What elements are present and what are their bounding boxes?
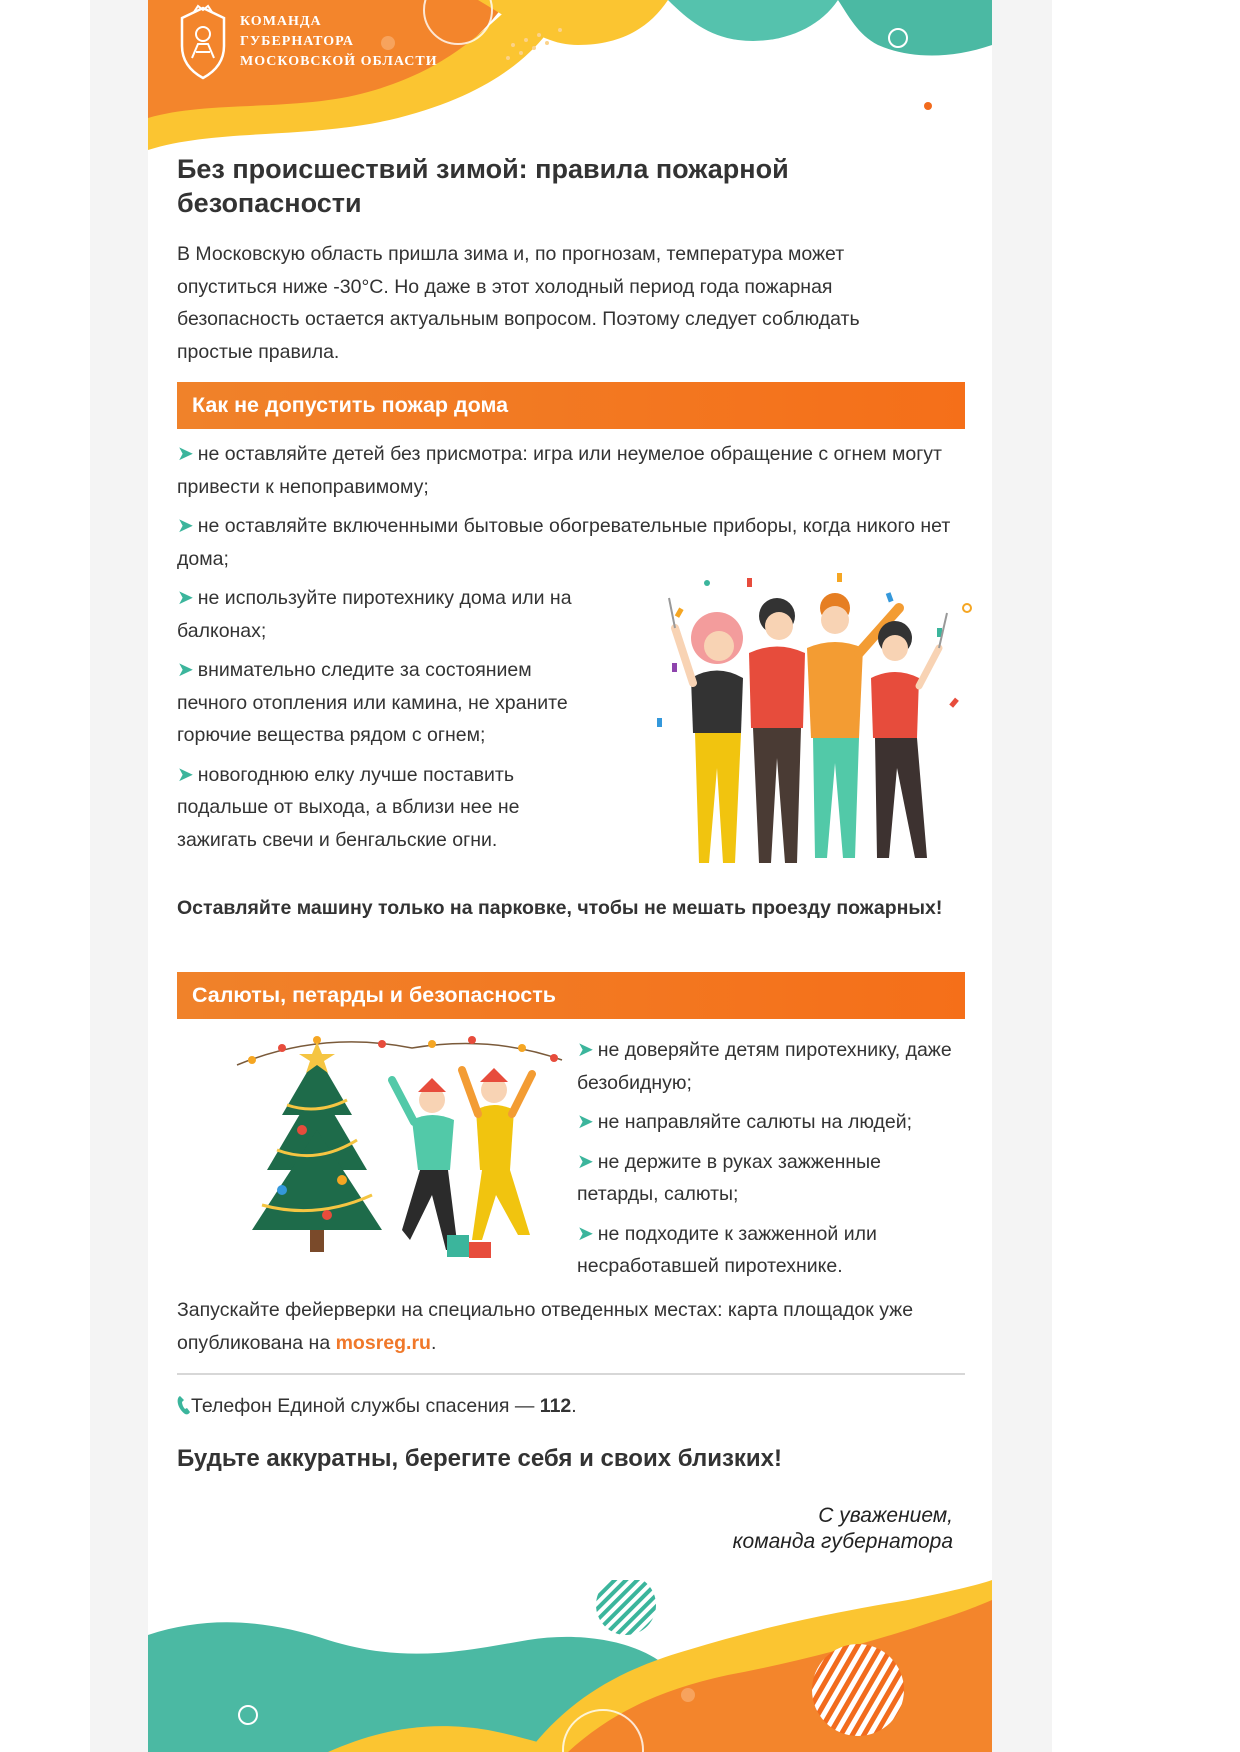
list-item: ➤ не оставляйте включенными бытовые обогревательные приборы, когда никого нет дома; (177, 515, 951, 570)
arrow-icon: ➤ (177, 515, 194, 537)
newsletter-card (148, 0, 992, 1752)
phone-icon (177, 1395, 191, 1415)
gift-box (469, 1242, 491, 1258)
arrow-icon: ➤ (177, 587, 194, 609)
garland-lights (248, 1036, 558, 1064)
arrow-icon: ➤ (577, 1039, 594, 1061)
list-item: ➤ не подходите к зажженной или несработавшей пиротехнике. (577, 1222, 877, 1277)
person-4 (871, 613, 947, 858)
list-item: ➤ внимательно следите за состоянием печного отопления или камина, не храните горючие вещества рядом с огнем; (177, 659, 568, 746)
home-fire-list-narrow (177, 582, 597, 863)
list-item: ➤ не держите в руках зажженные петарды, салюты; (577, 1150, 882, 1205)
footer-waves (148, 1580, 992, 1752)
arrow-icon: ➤ (177, 763, 194, 786)
list-item: ➤ не используйте пиротехнику дома или на балконах; (177, 587, 572, 642)
mosreg-link[interactable]: mosreg.ru (335, 1331, 431, 1354)
arrow-icon: ➤ (177, 443, 194, 465)
people-celebrating-illustration (637, 568, 977, 878)
fireworks-note: Запускайте фейерверки на специально отведенных местах: карта площадок уже опубликована на mosreg.ru. (177, 1299, 914, 1354)
logo-line-2: ГУБЕРНАТОРА (240, 34, 355, 49)
person-1 (669, 598, 743, 863)
signature (733, 1503, 953, 1555)
intro-paragraph: В Московскую область пришла зима и, по прогнозам, температура может опуститься ниже -30°С. Но даже в этот холодный период года пожарная безопасность остается актуальным вопросом. Поэтому следует соблюдать простые правила. (177, 243, 860, 363)
coat-of-arms-icon (174, 4, 232, 80)
home-fire-list (177, 438, 965, 582)
header-banner (148, 0, 992, 150)
signature-line-1: С уважением, (818, 1504, 953, 1527)
logo-text (240, 12, 438, 72)
footer-banner (148, 1580, 992, 1752)
signature-line-2: команда губернатора (732, 1530, 953, 1553)
parking-warning: Оставляйте машину только на парковке, чтобы не мешать проезду пожарных! (177, 897, 943, 919)
closing-message: Будьте аккуратны, берегите себя и своих близких! (177, 1445, 782, 1472)
dancer-2 (462, 1068, 532, 1240)
section-heading-home-fire: Как не допустить пожар дома (177, 382, 965, 429)
garland (237, 1042, 562, 1065)
fireworks-list (577, 1034, 965, 1290)
list-item: ➤ не доверяйте детям пиротехнику, даже безобидную; (577, 1039, 952, 1094)
arrow-icon: ➤ (577, 1111, 594, 1133)
divider (177, 1373, 965, 1375)
tree (252, 1042, 382, 1252)
dancer-1 (392, 1078, 458, 1250)
gift-box (447, 1235, 469, 1257)
page-title: Без происшествий зимой: правила пожарной безопасности (177, 154, 789, 218)
person-2 (749, 598, 805, 863)
logo (174, 4, 438, 80)
list-item: ➤ новогоднюю елку лучше поставить подальше от выхода, а вблизи нее не зажигать свечи и бенгальские огни. (177, 763, 520, 851)
list-item: ➤ не направляйте салюты на людей; (577, 1111, 913, 1133)
logo-line-3: МОСКОВСКОЙ ОБЛАСТИ (240, 54, 438, 69)
logo-line-1: КОМАНДА (240, 14, 322, 29)
rescue-phone-line: Телефон Единой службы спасения — 112. (177, 1390, 577, 1422)
arrow-icon: ➤ (577, 1150, 594, 1173)
arrow-icon: ➤ (577, 1222, 594, 1245)
list-item: ➤ не оставляйте детей без присмотра: игра или неумелое обращение с огнем могут привести к непоправимому; (177, 443, 942, 498)
arrow-icon: ➤ (177, 659, 194, 681)
section-heading-fireworks: Салюты, петарды и безопасность (177, 972, 965, 1019)
christmas-tree-illustration (232, 1030, 572, 1280)
phone-number: 112 (539, 1395, 572, 1417)
